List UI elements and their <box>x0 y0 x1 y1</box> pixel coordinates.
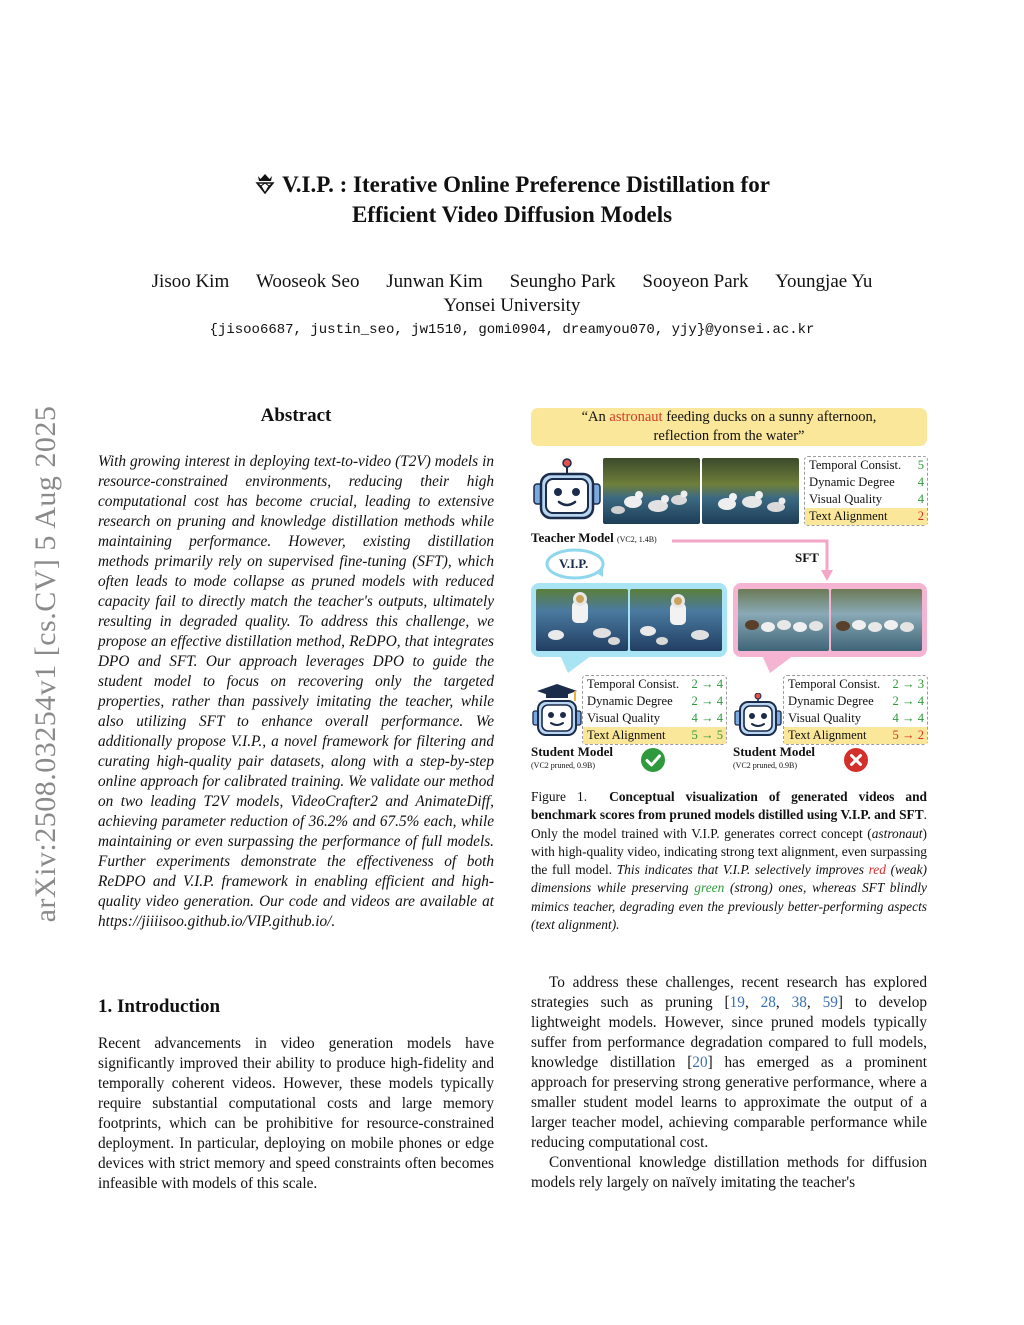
teacher-video-frame-1 <box>603 458 700 524</box>
author: Junwan Kim <box>386 271 483 292</box>
score-row <box>583 676 726 693</box>
intro-heading: 1. Introduction <box>98 996 221 1017</box>
score-row <box>784 693 927 710</box>
crown-diamond-icon <box>254 172 276 194</box>
caption-bold: Conceptual visualization of generated videos and benchmark scores from pruned models distilled using V.I.P. and SFT <box>531 789 927 823</box>
prompt-line-1 <box>531 408 927 427</box>
author: Sooyeon Park <box>642 271 749 292</box>
score-row <box>784 676 927 693</box>
score-name: Visual Quality <box>788 711 862 725</box>
score-name: Visual Quality <box>587 711 661 725</box>
score-name: Visual Quality <box>809 492 883 506</box>
check-icon <box>640 747 666 773</box>
score-name: Dynamic Degree <box>809 475 895 489</box>
score-value: 5 → 5 <box>691 728 723 742</box>
text-run: (weak) dimensions while preserving <box>531 862 927 896</box>
score-value: 2 → 4 <box>691 694 723 708</box>
intro-text <box>98 1034 494 1194</box>
score-row-highlight <box>784 727 927 744</box>
score-value: 5 <box>917 458 924 472</box>
author: Wooseok Seo <box>256 271 360 292</box>
score-row <box>784 710 927 727</box>
abstract-text <box>98 452 494 932</box>
sft-label: SFT <box>795 550 819 565</box>
score-row <box>805 457 927 474</box>
score-row-highlight <box>583 727 726 744</box>
sft-video-frame-2 <box>831 589 922 651</box>
title-line-1 <box>0 170 1024 200</box>
author: Seungho Park <box>509 271 616 292</box>
score-value: 4 → 4 <box>892 711 924 725</box>
score-value: 2 <box>917 509 924 523</box>
author-list <box>0 271 1024 293</box>
sft-student-sub: (VC2 pruned, 0.9B) <box>733 761 797 770</box>
caption-green-word: green <box>694 880 725 896</box>
arxiv-id: arXiv:2508.03254v1 [cs.CV] 5 Aug 2025 <box>29 405 62 922</box>
text-run: ] to develop lightweight models. However, since pruned models typically suffer from performance degradation compared to full models, knowledge distillation [ <box>531 994 928 1071</box>
vip-video-frame-1 <box>536 589 628 651</box>
score-row <box>583 710 726 727</box>
abstract-heading: Abstract <box>260 405 332 426</box>
sft-video-frame-1 <box>738 589 829 651</box>
citation-link[interactable]: 59 <box>822 994 838 1011</box>
score-value: 4 <box>917 492 924 506</box>
arxiv-watermark <box>30 376 62 951</box>
right-paragraph-2: Conventional knowledge distillation methods for diffusion models rely largely on naïvely imitating the teacher's <box>531 1154 927 1191</box>
score-value: 5 → 2 <box>892 728 924 742</box>
affiliation: Yonsei University <box>443 295 581 316</box>
teacher-robot-icon <box>530 458 604 524</box>
score-name: Dynamic Degree <box>587 694 673 708</box>
text-run: ] has emerged as a prominent approach for preserving strong generative performance, where a smaller student model learns to approximate the output of a larger teacher model, achieving comparable performance while reducing computational cost. <box>531 1054 927 1151</box>
cross-icon <box>843 747 869 773</box>
author-emails: {jisoo6687, justin_seo, jw1510, gomi0904, dreamyou070, yjy}@yonsei.ac.kr <box>209 322 815 338</box>
text-run: “An <box>581 409 610 425</box>
score-value: 2 → 4 <box>691 677 723 691</box>
sft-student-label: Student Model <box>733 744 815 759</box>
citation-link[interactable]: 20 <box>692 1054 708 1071</box>
prompt-box <box>531 408 927 446</box>
score-value: 2 → 4 <box>892 694 924 708</box>
vip-label: V.I.P. <box>559 556 589 571</box>
vip-score-card <box>582 675 727 745</box>
score-row <box>583 693 726 710</box>
text-run: (strong) ones, whereas SFT blindly mimics teacher, degrading even the previously better-performing aspects (text alignment). <box>531 880 927 933</box>
right-paragraph-1: To address these challenges, recent research has explored strategies such as pruning [19, 28, 38, 59] to develop lightweight models. However, since pruned models typically suffer from performance degradation compared to full models, knowledge distillation [20] has emerged as a prominent approach for preserving strong generative performance, where a smaller student model learns to approximate the output of a larger teacher model, achieving comparable performance while reducing computational cost. <box>531 974 928 1151</box>
sft-score-card <box>783 675 928 745</box>
citation-link[interactable]: 19 <box>729 994 745 1011</box>
title-text-1: V.I.P. : Iterative Online Preference Distillation for <box>282 172 770 197</box>
score-row-highlight <box>805 508 927 525</box>
score-value: 4 → 4 <box>691 711 723 725</box>
paper-title <box>0 170 1024 230</box>
score-value: 2 → 3 <box>892 677 924 691</box>
score-name: Text Alignment <box>788 728 867 742</box>
intro-paragraph: Recent advancements in video generation models have significantly improved their ability to produce high-fidelity and temporally coherent videos. However, these models typically require substantial computational costs and large memory footprints, which can be prohibitive for resource-constrained deployment. In particular, deploying on mobile phones or edge devices with strict memory and speed constraints often becomes infeasible with models of this scale. <box>98 1035 494 1192</box>
score-name: Temporal Consist. <box>809 458 902 472</box>
score-value: 4 <box>917 475 924 489</box>
text-run: This indicates that V.I.P. selectively improves <box>616 862 869 878</box>
right-column-text <box>531 973 927 1193</box>
caption-red-word: red <box>868 862 886 878</box>
caption-label: Figure 1. <box>531 789 588 804</box>
text-run: astronaut <box>871 825 923 841</box>
vip-student-label: Student Model <box>531 744 613 759</box>
author: Youngjae Yu <box>775 271 873 292</box>
student-robot-icon <box>733 693 783 737</box>
score-name: Temporal Consist. <box>587 677 680 691</box>
label-text: Teacher Model <box>531 530 614 545</box>
score-name: Temporal Consist. <box>788 677 881 691</box>
sft-pointer <box>762 655 794 673</box>
text-run: To address these challenges, recent research has explored strategies such as pruning [ <box>531 974 927 1011</box>
score-name: Dynamic Degree <box>788 694 874 708</box>
vip-pointer <box>560 655 592 673</box>
score-row <box>805 474 927 491</box>
student-graduate-robot-icon <box>531 683 583 739</box>
teacher-score-card <box>804 456 928 526</box>
author: Jisoo Kim <box>151 271 230 292</box>
score-name: Text Alignment <box>809 509 888 523</box>
text-run: feeding ducks on a sunny afternoon, <box>662 409 877 425</box>
vip-video-frame-2 <box>630 589 722 651</box>
prompt-highlight: astronaut <box>609 409 663 425</box>
figure-caption <box>531 788 927 934</box>
text-run: ) with high-quality video, indicating strong text alignment, even surpassing the full model. <box>531 825 927 878</box>
citation-link[interactable]: 38 <box>791 994 807 1011</box>
text-run: . Only the model trained with V.I.P. generates correct concept ( <box>531 807 927 841</box>
score-name: Text Alignment <box>587 728 666 742</box>
vip-student-sub: (VC2 pruned, 0.9B) <box>531 761 595 770</box>
prompt-line-2: reflection from the water” <box>653 428 805 444</box>
score-row <box>805 491 927 508</box>
teacher-video-frame-2 <box>702 458 799 524</box>
label-sub: (VC2, 1.4B) <box>616 535 657 544</box>
citation-link[interactable]: 28 <box>760 994 776 1011</box>
abstract-body: With growing interest in deploying text-to-video (T2V) models in resource-constrained environments, reducing their high computational cost has become crucial, leading to extensive research on pruning and knowledge distillation methods while maintaining performance. However, existing distillation methods primarily rely on supervised fine-tuning (SFT), which often leads to mode collapse as pruned models with reduced capacity fail to directly match the teacher's outputs, ultimately resulting in degraded quality. To address this challenge, we propose an effective distillation method, ReDPO, that integrates DPO and SFT. Our approach leverages DPO to guide the student model to focus on recovering only the targeted properties, rather than passively imitating the teacher, while also utilizing SFT to enhance overall performance. We additionally propose V.I.P., a novel framework for filtering and curating high-quality pair datasets, along with a step-by-step online approach for calibrated training. We validate our method on two leading T2V models, VideoCrafter2 and AnimateDiff, achieving parameter reduction of 36.2% and 67.5% each, while maintaining or even surpassing the performance of full models. Further experiments demonstrate the effectiveness of both ReDPO and V.I.P. framework in enabling efficient and high-quality video generation. Our code and videos are available at https://jiiiisoo.github.io/VIP.github.io/. <box>98 453 494 930</box>
title-line-2: Efficient Video Diffusion Models <box>351 202 673 227</box>
